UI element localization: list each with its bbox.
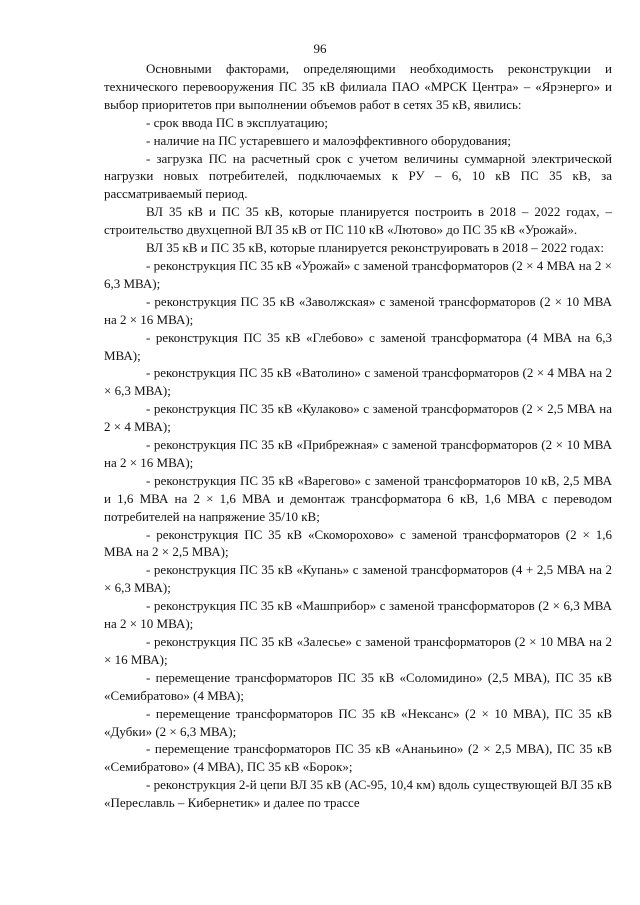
list-item: - перемещение трансформаторов ПС 35 кВ «Нексанс» (2 × 10 МВА), ПС 35 кВ «Дубки» (2 × 6,3 МВА); bbox=[104, 705, 612, 739]
list-item: - реконструкция ПС 35 кВ «Залесье» с заменой трансформаторов (2 × 10 МВА на 2 × 16 МВА); bbox=[104, 634, 612, 667]
list-item: - реконструкция ПС 35 кВ «Купань» с заменой трансформаторов (4 + 2,5 МВА на 2 × 6,3 МВА); bbox=[104, 562, 612, 596]
factor-item: - срок ввода ПС в эксплуатацию; bbox=[146, 114, 328, 130]
list-item: - реконструкция ПС 35 кВ «Скоморохово» с заменой трансформаторов (2 × 1,6 МВА на 2 × 2,5 МВА); bbox=[104, 526, 612, 560]
list-item: - реконструкция ПС 35 кВ «Заволжская» с заменой трансформаторов (2 × 10 МВА на 2 × 16 МВА); bbox=[104, 293, 612, 327]
reconstruction-heading: ВЛ 35 кВ и ПС 35 кВ, которые планируется реконструировать в 2018 – 2022 годах: bbox=[146, 240, 604, 256]
list-item: - реконструкция ПС 35 кВ «Ватолино» с заменой трансформаторов (2 × 4 МВА на 2 × 6,3 МВА); bbox=[104, 365, 612, 399]
intro-paragraph: Основными факторами, определяющими необходимость реконструкции и технического перевооружения ПС 35 кВ филиала ПАО «МРСК Центра» – «Ярэнерго» и выбор приоритетов при выполнении объемов работ в сетях 35 кВ, явились: bbox=[104, 61, 612, 112]
factor-item: - загрузка ПС на расчетный срок с учетом величины суммарной электрической нагрузки новых потребителей, подключаемых к РУ – 6, 10 кВ ПС 35 кВ, за рассматриваемый период. bbox=[104, 150, 612, 202]
factor-item: - наличие на ПС устаревшего и малоэффективного оборудования; bbox=[146, 132, 512, 148]
list-item: - реконструкция 2-й цепи ВЛ 35 кВ (АС-95, 10,4 км) вдоль существующей ВЛ 35 кВ «Переславль – Кибернетик» и далее по трассе bbox=[104, 777, 612, 811]
page-body bbox=[104, 60, 612, 812]
list-item: - реконструкция ПС 35 кВ «Прибрежная» с заменой трансформаторов (2 × 10 МВА на 2 × 16 МВА); bbox=[104, 437, 612, 470]
list-item: - перемещение трансформаторов ПС 35 кВ «Соломидино» (2,5 МВА), ПС 35 кВ «Семибратово» (4 МВА); bbox=[104, 669, 612, 703]
list-item: - реконструкция ПС 35 кВ «Машприбор» с заменой трансформаторов (2 × 6,3 МВА на 2 × 10 МВА); bbox=[104, 598, 612, 632]
construction-paragraph: ВЛ 35 кВ и ПС 35 кВ, которые планируется построить в 2018 – 2022 годах, – строительство двухцепной ВЛ 35 кВ от ПС 110 кВ «Лютово» до ПС 35 кВ «Урожай». bbox=[104, 204, 612, 238]
list-item: - реконструкция ПС 35 кВ «Урожай» с заменой трансформаторов (2 × 4 МВА на 2 × 6,3 МВА); bbox=[104, 257, 612, 291]
list-item: - реконструкция ПС 35 кВ «Кулаково» с заменой трансформаторов (2 × 2,5 МВА на 2 × 4 МВА); bbox=[104, 401, 612, 435]
list-item: - реконструкция ПС 35 кВ «Глебово» с заменой трансформатора (4 МВА на 6,3 МВА); bbox=[104, 329, 612, 363]
list-item: - реконструкция ПС 35 кВ «Варегово» с заменой трансформаторов 10 кВ, 2,5 МВА и 1,6 МВА на 2 × 1,6 МВА и демонтаж трансформатора 6 кВ, 1,6 МВА с переводом потребителей на напряжение 35/10 кВ; bbox=[104, 472, 612, 524]
page-number: 96 bbox=[313, 41, 327, 56]
list-item: - перемещение трансформаторов ПС 35 кВ «Ананьино» (2 × 2,5 МВА), ПС 35 кВ «Семибратово» (4 МВА), ПС 35 кВ «Борок»; bbox=[104, 741, 612, 775]
